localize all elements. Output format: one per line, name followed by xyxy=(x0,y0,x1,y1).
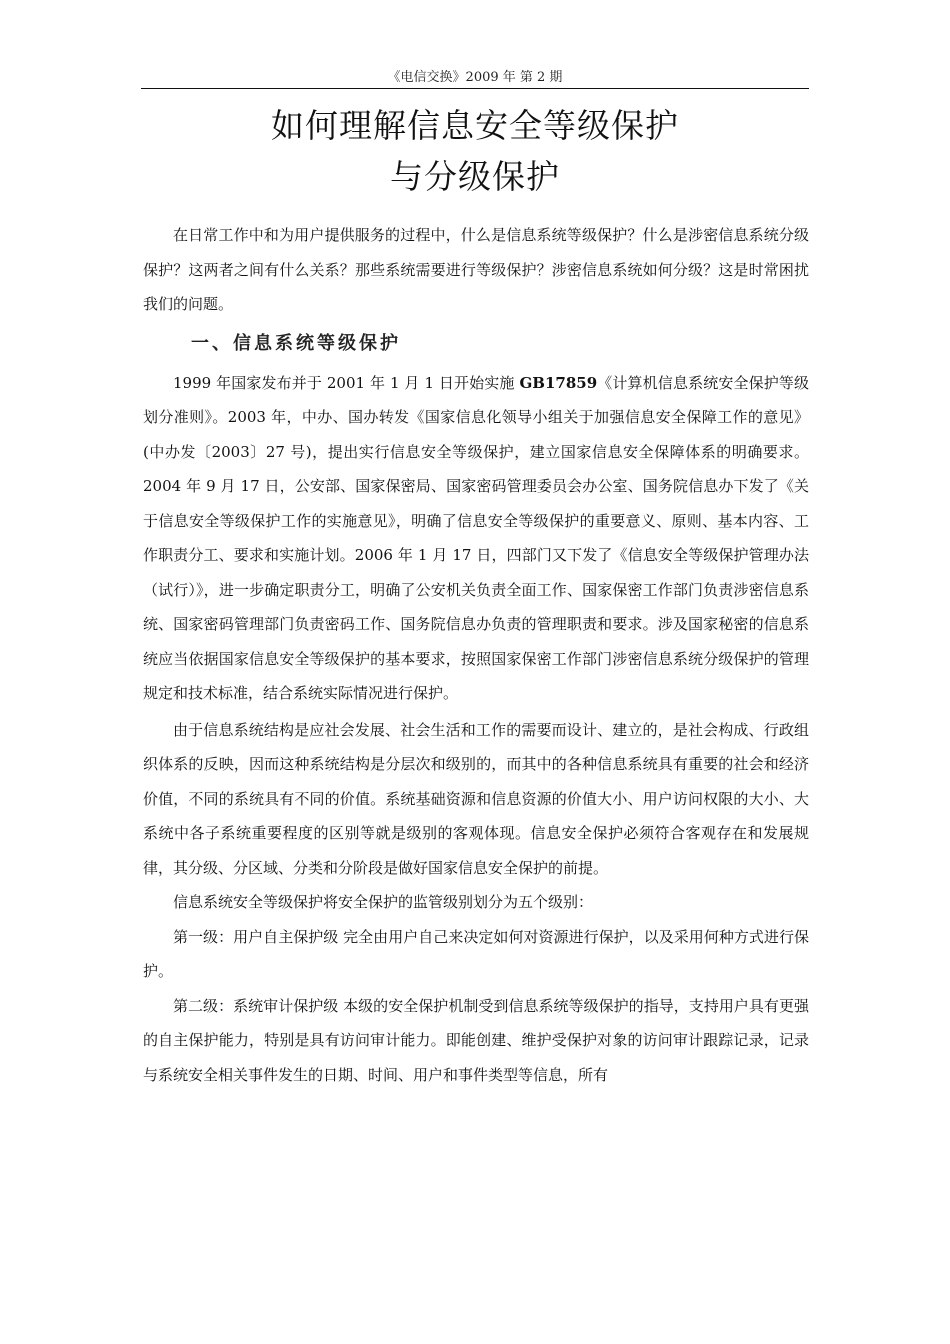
levels-intro-paragraph: 信息系统安全等级保护将安全保护的监管级别划分为五个级别： xyxy=(173,893,594,911)
article-title-line-1: 如何理解信息安全等级保护 xyxy=(271,106,679,145)
history-text-start: 1999 年国家发布并于 2001 年 1 月 1 日开始实施 xyxy=(173,373,520,392)
standard-code: GB17859 xyxy=(519,373,598,392)
header-divider xyxy=(141,88,809,89)
article-body xyxy=(143,218,809,1092)
article-title-line-2: 与分级保护 xyxy=(390,157,560,196)
section-heading: 一、信息系统等级保护 xyxy=(191,332,401,354)
intro-paragraph: 在日常工作中和为用户提供服务的过程中，什么是信息系统等级保护？什么是涉密信息系统分级保护？这两者之间有什么关系？那些系统需要进行等级保护？涉密信息系统如何分级？这是时常困扰我们的问题。 xyxy=(143,226,809,313)
level-1-paragraph: 第一级：用户自主保护级 完全由用户自己来决定如何对资源进行保护，以及采用何种方式进行保护。 xyxy=(143,927,809,980)
structure-paragraph: 由于信息系统结构是应社会发展、社会生活和工作的需要而设计、建立的，是社会构成、行政组织体系的反映，因而这种系统结构是分层次和级别的，而其中的各种信息系统具有重要的社会和经济价值，不同的系统具有不同的价值。系统基础资源和信息资源的价值大小、用户访问权限的大小、大系统中各子系统重要程度的区别等就是级别的客观体现。信息安全保护必须符合客观存在和发展规律，其分级、分区域、分类和分阶段是做好国家信息安全保护的前提。 xyxy=(143,720,809,877)
running-header: 《电信交换》2009 年 第 2 期 xyxy=(387,70,563,85)
history-text-rest: 《计算机信息系统安全保护等级划分准则》。2003 年，中办、国办转发《国家信息化领导小组关于加强信息安全保障工作的意见》(中办发〔2003〕27 号)，提出实行信息安全等级保护，建立国家信息安全保障体系的明确要求。2004 年 9 月 17 日，公安部、国家保密局、国家密码管理委员会办公室、国务院信息办下发了《关于信息安全等级保护工作的实施意见》，明确了信息安全等级保护的重要意义、原则、基本内容、工作职责分工、要求和实施计划。2006 年 1 月 17 日，四部门又下发了《信息安全等级保护管理办法（试行）》，进一步确定职责分工，明确了公安机关负责全面工作、国家保密工作部门负责涉密信息系统、国家密码管理部门负责密码工作、国务院信息办负责的管理职责和要求。涉及国家秘密的信息系统应当依据国家信息安全等级保护的基本要求，按照国家保密工作部门涉密信息系统分级保护的管理规定和技术标准，结合系统实际情况进行保护。 xyxy=(143,373,809,702)
history-paragraph xyxy=(143,366,809,711)
level-2-paragraph: 第二级：系统审计保护级 本级的安全保护机制受到信息系统等级保护的指导，支持用户具有更强的自主保护能力，特别是具有访问审计能力。即能创建、维护受保护对象的访问审计跟踪记录，记录与系统安全相关事件发生的日期、时间、用户和事件类型等信息，所有 xyxy=(143,996,809,1084)
